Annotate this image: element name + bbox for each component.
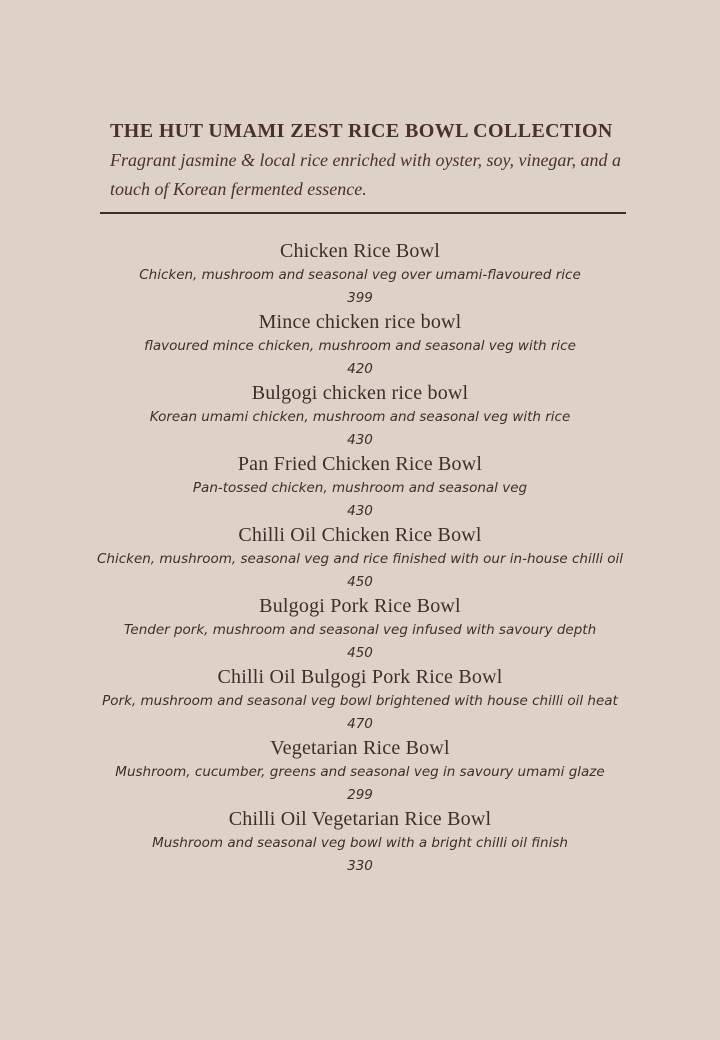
item-description: Pork, mushroom and seasonal veg bowl brightened with house chilli oil heat bbox=[102, 693, 618, 709]
item-name: Pan Fried Chicken Rice Bowl bbox=[237, 453, 483, 475]
item-price: 430 bbox=[347, 432, 373, 448]
item-price: 470 bbox=[347, 716, 373, 732]
item-price: 450 bbox=[347, 645, 373, 661]
item-name: Chicken Rice Bowl bbox=[279, 240, 441, 262]
item-description: flavoured mince chicken, mushroom and seasonal veg with rice bbox=[144, 338, 576, 354]
item-description: Chicken, mushroom, seasonal veg and rice finished with our in-house chilli oil bbox=[96, 551, 624, 567]
item-description: Mushroom, cucumber, greens and seasonal veg in savoury umami glaze bbox=[115, 764, 605, 780]
item-name: Bulgogi chicken rice bowl bbox=[251, 382, 469, 404]
item-description: Mushroom and seasonal veg bowl with a bright chilli oil finish bbox=[152, 835, 568, 851]
item-name: Chilli Oil Bulgogi Pork Rice Bowl bbox=[217, 666, 503, 688]
item-name: Chilli Oil Chicken Rice Bowl bbox=[238, 524, 482, 546]
menu-item-chilli-oil-chicken-rice-bowl bbox=[0, 522, 720, 593]
menu-item-bulgogi-chicken-rice-bowl bbox=[0, 380, 720, 451]
menu-item-pan-fried-chicken-rice-bowl bbox=[0, 451, 720, 522]
item-price: 420 bbox=[347, 361, 373, 377]
item-name: Chilli Oil Vegetarian Rice Bowl bbox=[228, 808, 492, 830]
item-description: Chicken, mushroom and seasonal veg over umami-flavoured rice bbox=[139, 267, 581, 283]
menu-header bbox=[100, 120, 626, 214]
menu-item-chilli-oil-bulgogi-pork-rice-bowl bbox=[0, 664, 720, 735]
menu-item-chilli-oil-vegetarian-rice-bowl bbox=[0, 806, 720, 877]
menu-subtitle: Fragrant jasmine & local rice enriched with oyster, soy, vinegar, and a touch of Korean fermented essence. bbox=[110, 150, 621, 199]
menu-item-mince-chicken-rice-bowl bbox=[0, 309, 720, 380]
item-description: Pan-tossed chicken, mushroom and seasonal veg bbox=[192, 480, 528, 496]
item-description: Tender pork, mushroom and seasonal veg infused with savoury depth bbox=[123, 622, 597, 638]
item-price: 299 bbox=[347, 787, 373, 803]
item-price: 330 bbox=[347, 858, 373, 874]
menu-item-chicken-rice-bowl bbox=[0, 238, 720, 309]
item-price: 430 bbox=[347, 503, 373, 519]
menu-item-vegetarian-rice-bowl bbox=[0, 735, 720, 806]
item-price: 450 bbox=[347, 574, 373, 590]
header-divider bbox=[100, 212, 626, 214]
item-description: Korean umami chicken, mushroom and seasonal veg with rice bbox=[149, 409, 571, 425]
item-name: Bulgogi Pork Rice Bowl bbox=[259, 595, 461, 617]
menu-list bbox=[0, 238, 720, 877]
menu-title: THE HUT UMAMI ZEST RICE BOWL COLLECTION bbox=[110, 120, 613, 142]
item-price: 399 bbox=[347, 290, 373, 306]
menu-item-bulgogi-pork-rice-bowl bbox=[0, 593, 720, 664]
item-name: Mince chicken rice bowl bbox=[258, 311, 462, 333]
item-name: Vegetarian Rice Bowl bbox=[270, 737, 450, 759]
